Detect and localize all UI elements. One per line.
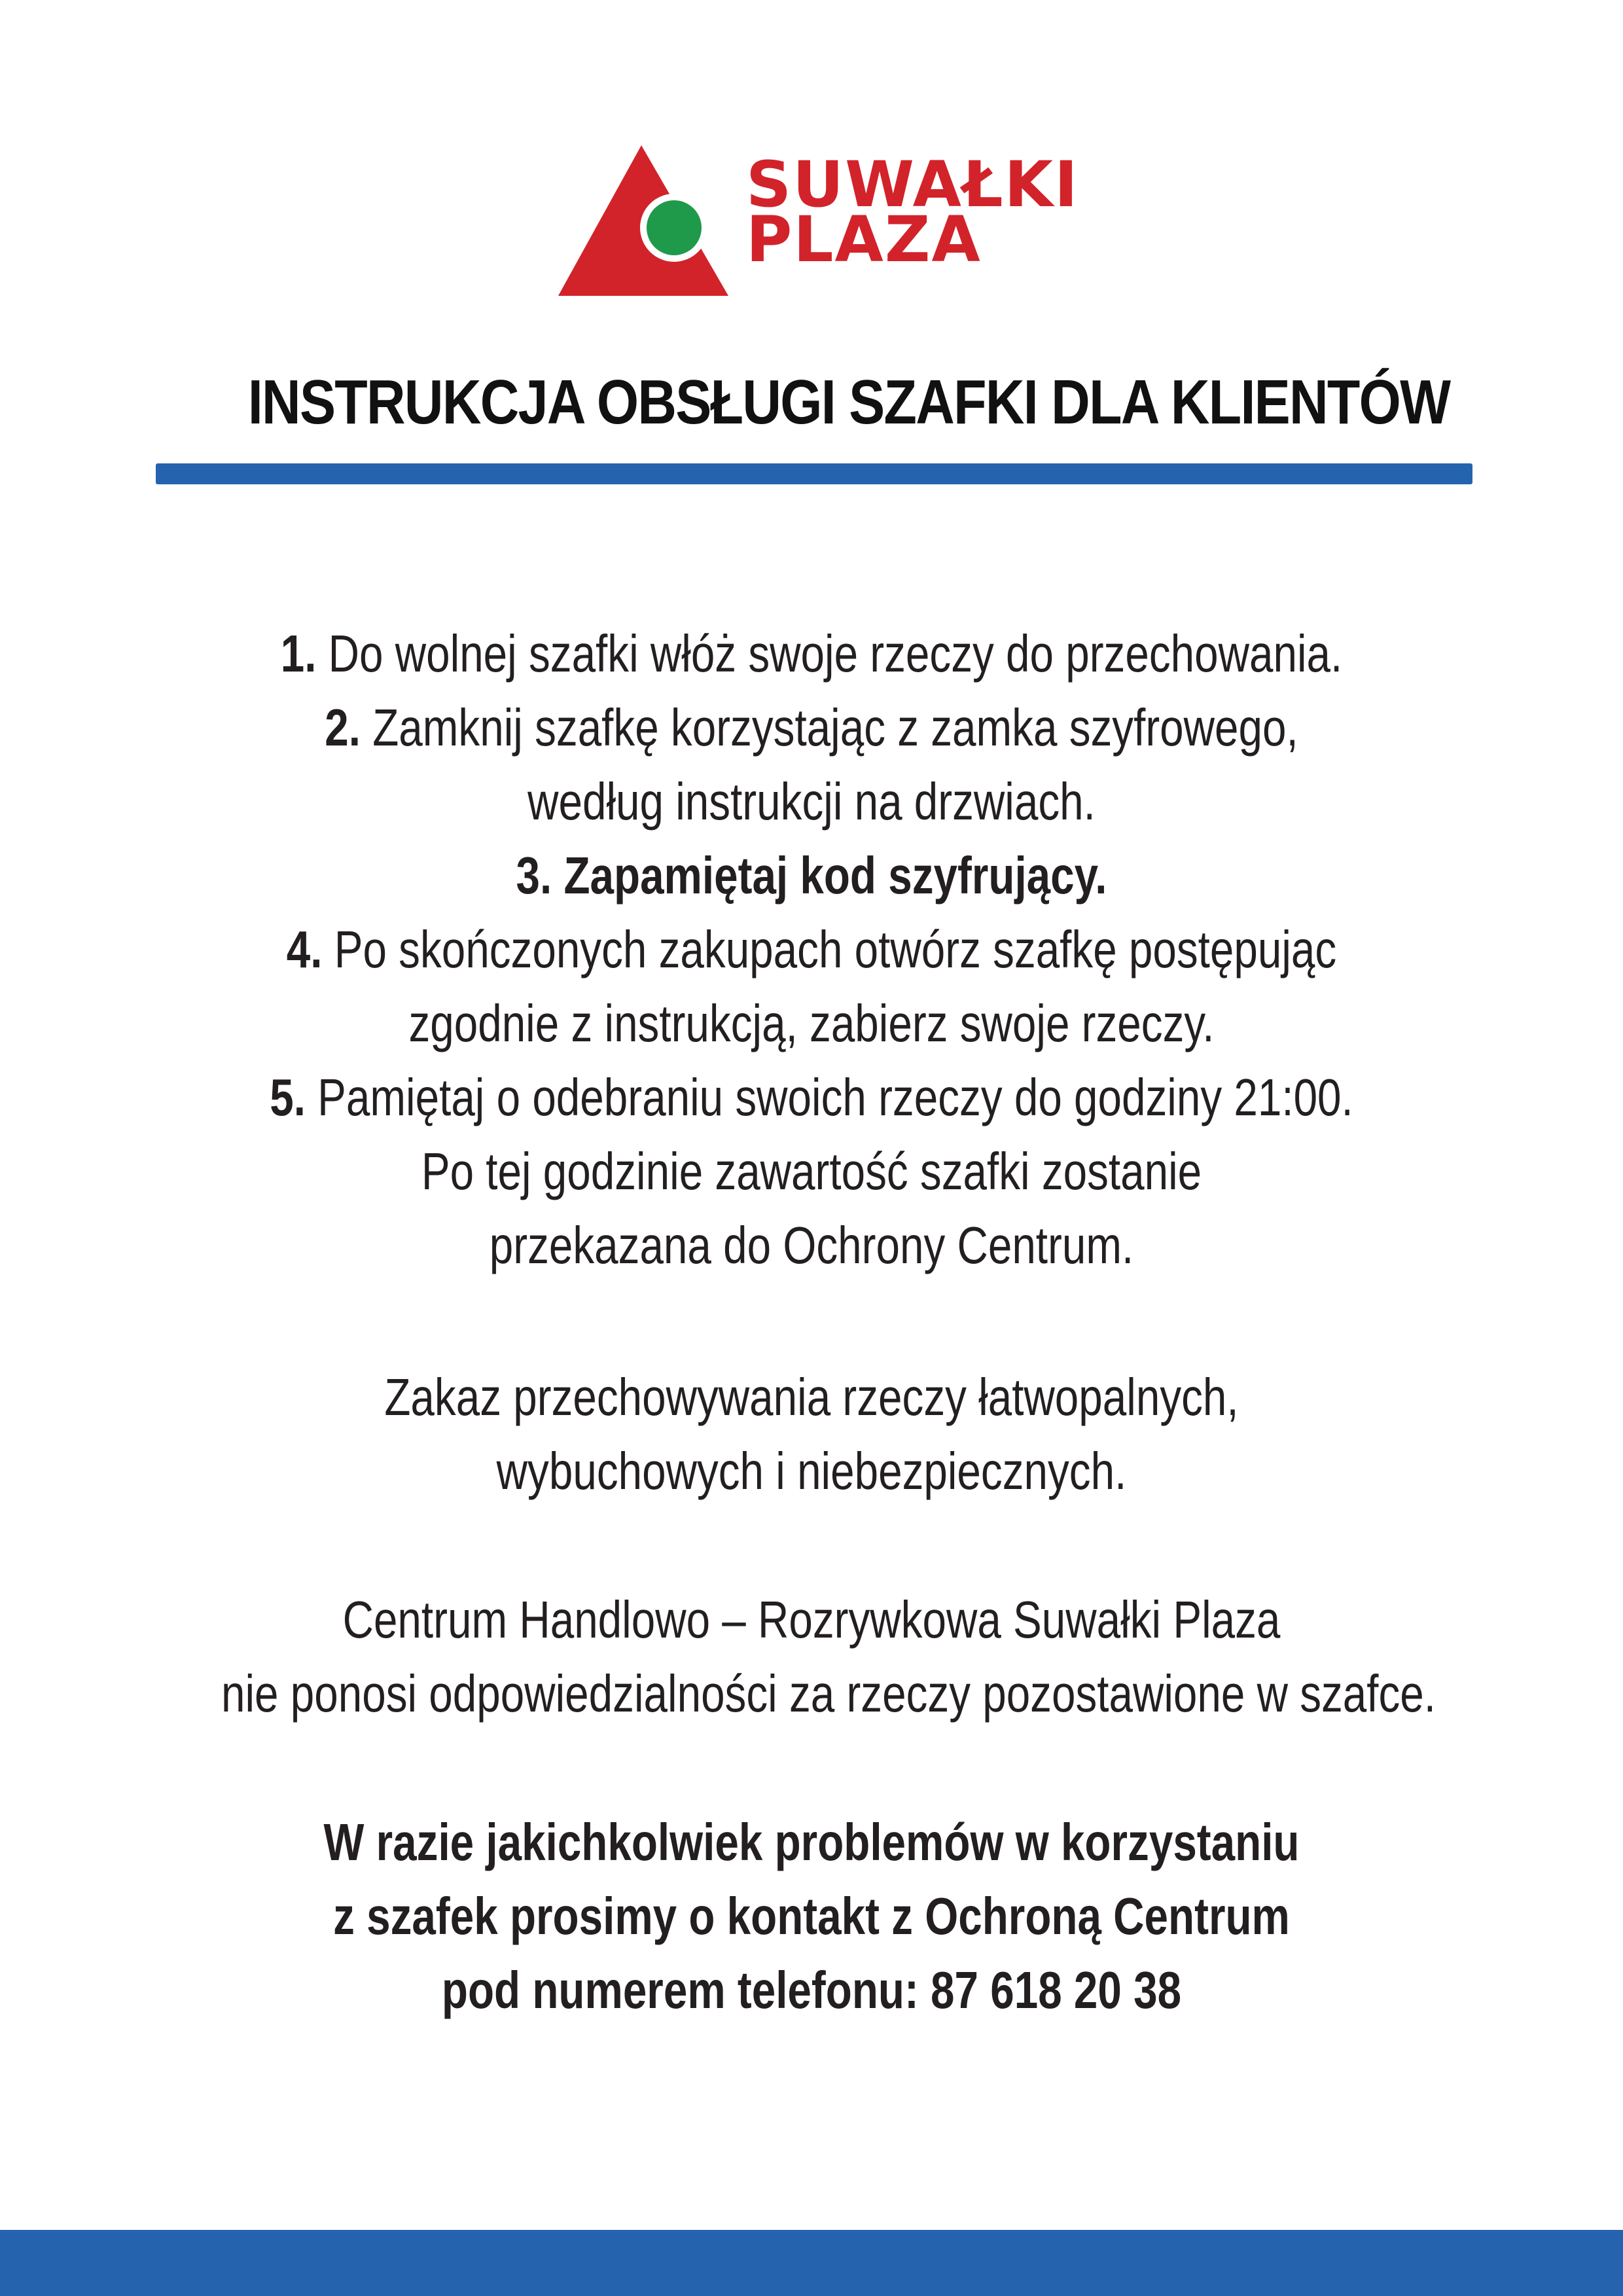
contact-phone-line: pod numerem telefonu: 87 618 20 38 [441, 1961, 1182, 2019]
logo-wordmark [746, 148, 1079, 276]
step-number: 1. [280, 624, 317, 683]
step-5-continued-2: przekazana do Ochrony Centrum. [489, 1216, 1134, 1274]
warning-line-1: Zakaz przechowywania rzeczy łatwopalnych, [384, 1368, 1239, 1426]
logo-triangle-icon [556, 144, 740, 301]
contact-line-1: W razie jakichkolwiek problemów w korzystaniu [323, 1813, 1300, 1871]
step-5 [221, 1060, 1402, 1134]
warning-line-2: wybuchowych i niebezpiecznych. [496, 1442, 1127, 1500]
step-number: 5. [270, 1068, 306, 1126]
step-text: Po skończonych zakupach otwórz szafkę postępując [322, 920, 1337, 978]
step-3 [221, 838, 1402, 912]
step-number: 2. [325, 698, 361, 757]
page-title: INSTRUKCJA OBSŁUGI SZAFKI DLA KLIENTÓW [247, 367, 1450, 437]
step-5-continued: Po tej godzinie zawartość szafki zostanie [421, 1142, 1202, 1200]
step-text: Zamknij szafkę korzystając z zamka szyfrowego, [361, 698, 1298, 757]
title-underline [156, 463, 1472, 484]
disclaimer-line-2: nie ponosi odpowiedzialności za rzeczy pozostawione w szafce. [221, 1664, 1436, 1723]
hazard-warning [92, 1360, 1531, 1508]
liability-disclaimer [92, 1583, 1531, 1731]
disclaimer-line-1: Centrum Handlowo – Rozrywkowa Suwałki Plaza [342, 1590, 1281, 1649]
step-number: 3. [516, 846, 552, 905]
logo-line-1: SUWAŁKI [746, 148, 1079, 221]
step-text: Pamiętaj o odebraniu swoich rzeczy do godziny 21:00. [305, 1068, 1353, 1126]
step-number: 4. [286, 920, 323, 978]
step-text: Do wolnej szafki włóż swoje rzeczy do przechowania. [316, 624, 1343, 683]
step-4-continued: zgodnie z instrukcją, zabierz swoje rzeczy. [408, 994, 1215, 1052]
contact-info [92, 1805, 1531, 2027]
suwalki-plaza-logo [556, 144, 1093, 301]
footer-bar [0, 2230, 1623, 2296]
step-text: Zapamiętaj kod szyfrujący. [552, 846, 1107, 905]
logo-line-2: PLAZA [746, 203, 982, 276]
step-2-continued: według instrukcji na drzwiach. [527, 772, 1096, 831]
contact-line-2: z szafek prosimy o kontakt z Ochroną Centrum [333, 1887, 1290, 1945]
step-2 [221, 691, 1402, 764]
instruction-steps [92, 617, 1531, 1282]
step-4 [221, 912, 1402, 986]
step-1 [221, 617, 1402, 691]
